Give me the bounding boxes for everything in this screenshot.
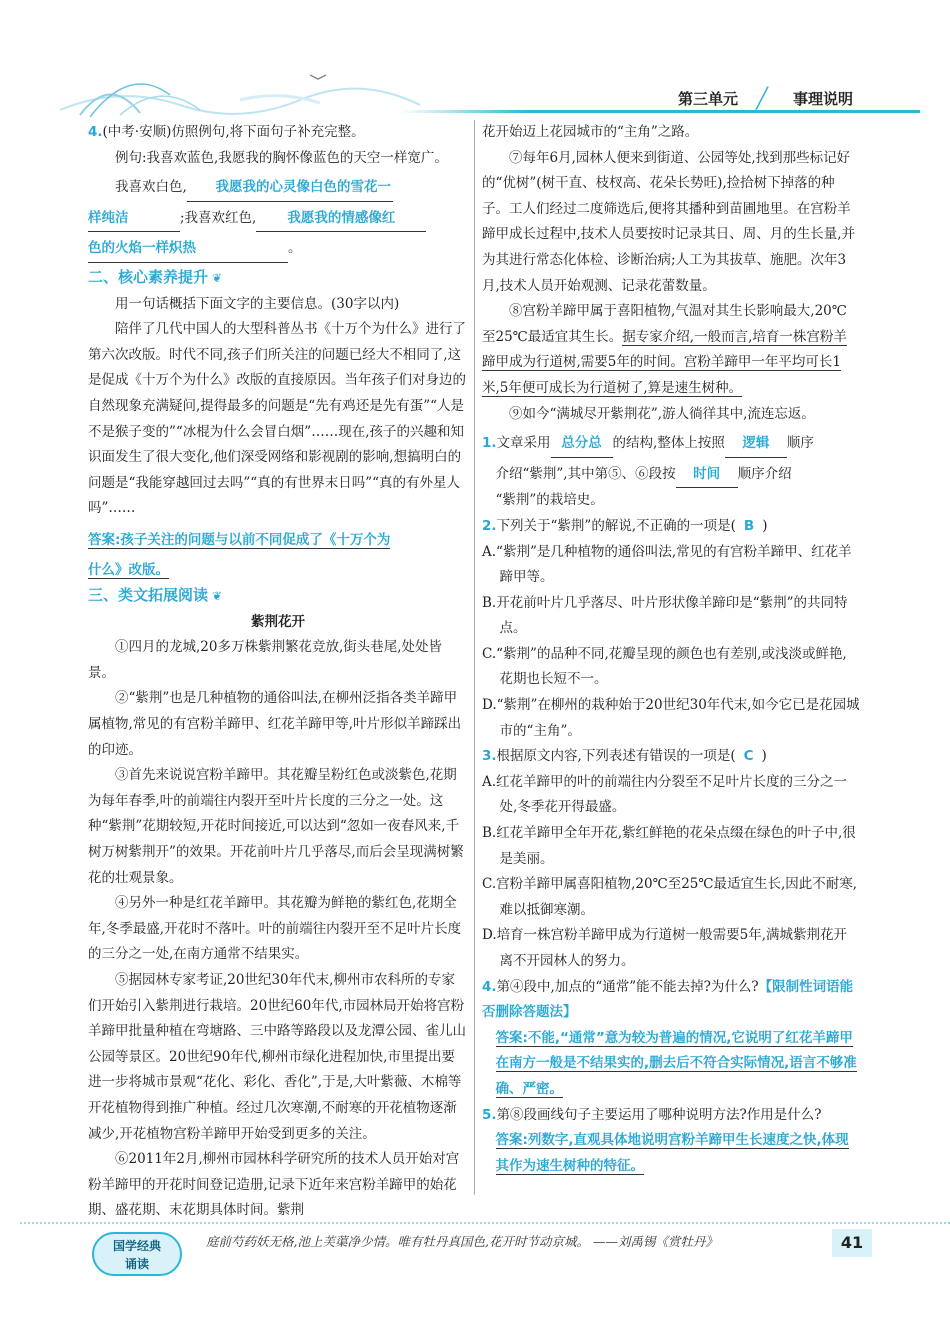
section2-prompt: 用一句话概括下面文字的主要信息。(30字以内)	[115, 295, 400, 312]
method-tag: 【限制性词语能否删除答题法】	[482, 978, 854, 1021]
article-title: 紫荆花开	[251, 613, 305, 630]
paragraph-2: ②“紫荆”也是几种植物的通俗叫法,在柳州泛指各类羊蹄甲属植物,常见的有宫粉羊蹄甲、红花羊蹄甲等,叶片形似羊蹄踩出的印迹。	[88, 690, 462, 758]
rq3-option-b: B.红花羊蹄甲全年开花,紫红鲜艳的花朵点缀在绿色的叶子中,很是美丽。	[482, 825, 856, 867]
q4-stem: 4.(中考·安顺)仿照例句,将下面句子补充完整。	[88, 124, 365, 140]
footer-line	[20, 1222, 950, 1224]
paragraph-8: ⑧宫粉羊蹄甲属于喜阳植物,气温对其生长影响最大,20℃至25℃最适宜其生长。据专家介绍,一般而言,培育一株宫粉羊蹄甲成为行道树,需要5年的时间。宫粉羊蹄甲一年平均可长1米,5年便可成长为行道树了,算是速生树种。	[482, 303, 847, 396]
q4-line3: 色的火焰一样炽热 。	[88, 236, 468, 263]
right-column	[482, 120, 860, 1179]
q4-line2: 样纯洁 ;我喜欢红色, 我愿我的情感像红	[88, 206, 468, 233]
section2-answer-2: 什么》改版。	[88, 561, 169, 578]
q4-example: 例句:我喜欢蓝色,我愿我的胸怀像蓝色的天空一样宽广。	[115, 149, 448, 166]
rq2-option-d: D.“紫荆”在柳州的栽种始于20世纪30年代末,如今它已是花园城市的“主角”。	[482, 697, 860, 739]
rq1-line1: 1.文章采用 总分总 的结构,整体上按照 逻辑 顺序	[482, 431, 860, 458]
rq2-option-a: A.“紫荆”是几种植物的通俗叫法,常见的有宫粉羊蹄甲、红花羊蹄甲等。	[482, 543, 852, 586]
rq2-option-c: C.“紫荆”的品种不同,花瓣呈现的颜色也有差别,或浅淡或鲜艳,花期也长短不一。	[482, 645, 847, 688]
rq4-answer: 答案:不能,“通常”意为较为普遍的情况,它说明了红花羊蹄甲在南方一般是不结果实的,删去后不符合实际情况,语言不够准确、严密。	[495, 1029, 857, 1097]
section2-title: 二、核心素养提升 ❦	[88, 267, 223, 286]
page-number: 41	[832, 1229, 872, 1257]
paragraph-9: ⑨如今“满城尽开紫荆花”,游人徜徉其中,流连忘返。	[509, 405, 815, 422]
paragraph-8-underlined: 据专家介绍,一般而言,培育一株宫粉羊蹄甲成为行道树,需要5年的时间。宫粉羊蹄甲一年平均可长1米,5年便可成长为行道树了,算是速生树种。	[482, 328, 847, 396]
header-decoration-image	[60, 55, 420, 125]
paragraph-1: ①四月的龙城,20多万株紫荆繁花竞放,街头巷尾,处处皆景。	[88, 639, 443, 681]
paragraph-6-continued: 花开始迈上花园城市的“主角”之路。	[482, 124, 699, 140]
rq3-option-d: D.培育一株宫粉羊蹄甲成为行道树一般需要5年,满城紫荆花开离不开园林人的努力。	[482, 927, 848, 969]
paragraph-6: ⑥2011年2月,柳州市园林科学研究所的技术人员开始对宫粉羊蹄甲的开花时间登记造册,记录下近年来宫粉羊蹄甲的始花期、盛花期、末花期具体时间。紫荆	[88, 1151, 460, 1219]
paragraph-7: ⑦每年6月,园林人便来到街道、公园等处,找到那些标记好的“优树”(树干直、枝杈高、花朵长势旺),捡拾树下掉落的种子。工人们经过二度筛选后,便将其播种到苗圃地里。在宫粉羊蹄甲成长过程中,技术人员要按时记录其日、周、月的生长量,并为其进行常态化体检、诊断治病;人工为其拔草、施肥。次年3月,技术人员开始观测、记录花蕾数量。	[482, 149, 856, 294]
rq5-answer: 答案:列数字,直观具体地说明宫粉羊蹄甲生长速度之快,体现其作为速生树种的特征。	[495, 1132, 849, 1174]
footer-badge: 国学经典 诵读	[92, 1232, 182, 1276]
unit-label: 第三单元	[678, 90, 739, 108]
rq5-stem: 5.第⑧段画线句子主要运用了哪种说明方法?作用是什么?	[482, 1106, 822, 1123]
q4-line1: 我喜欢白色, 我愿我的心灵像白色的雪花一	[88, 175, 468, 202]
column-divider	[474, 120, 475, 1195]
header-bar	[400, 110, 920, 113]
left-column	[88, 120, 468, 1224]
paragraph-3: ③首先来说说宫粉羊蹄甲。其花瓣呈粉红色或淡紫色,花期为每年春季,叶的前端往内裂开至叶片长度的三分之一处。这种“紫荆”花期较短,开花时间接近,可以达到“忽如一夜春风来,千树万树紫荆开”的效果。开花前叶片几乎落尽,而后会呈现满树繁花的壮观景象。	[88, 767, 464, 886]
section2-passage: 陪伴了几代中国人的大型科普丛书《十万个为什么》进行了第六次改版。时代不同,孩子们所关注的问题已经大不相同了,这是促成《十万个为什么》改版的直接原因。当年孩子们对身边的自然现象充满疑问,提得最多的问题是“先有鸡还是先有蛋”“人是不是猴子变的”“冰棍为什么会冒白烟”……现在,孩子的兴趣和知识面发生了很大变化,他们深受网络和影视剧的影响,想搞明白的问题是“我能穿越回过去吗”“真的有世界末日吗”“真的有外星人吗”……	[88, 321, 466, 517]
leaf-icon: ❦	[212, 589, 223, 604]
rq1-line2: 介绍“紫荆”,其中第⑤、⑥段按 时间 顺序介绍	[482, 462, 860, 489]
rq1-line3: “紫荆”的栽培史。	[495, 492, 604, 509]
rq3-option-a: A.红花羊蹄甲的叶的前端往内分裂至不足叶片长度的三分之一处,冬季花开得最盛。	[482, 773, 848, 816]
header-slash-icon: ╱	[756, 86, 769, 110]
rq3-stem: 3.根据原文内容,下列表述有错误的一项是( C )	[482, 748, 767, 765]
leaf-icon: ❦	[212, 270, 223, 285]
section3-title: 三、类文拓展阅读 ❦	[88, 586, 223, 605]
section2-answer-1: 答案:孩子关注的问题与以前不同促成了《十万个为	[88, 531, 391, 548]
rq2-option-b: B.开花前叶片几乎落尽、叶片形状像羊蹄印是“紫荆”的共同特点。	[482, 594, 848, 637]
rq4-stem: 4.第④段中,加点的“通常”能不能去掉?为什么?【限制性词语能否删除答题法】	[482, 978, 854, 1021]
rq3-option-c: C.宫粉羊蹄甲属喜阳植物,20℃至25℃最适宜生长,因此不耐寒,难以抵御寒潮。	[482, 876, 858, 918]
paragraph-5: ⑤据园林专家考证,20世纪30年代末,柳州市农科所的专家们开始引入紫荆进行栽培。20世纪60年代,市园林局开始将宫粉羊蹄甲批量种植在弯塘路、三中路等路段以及龙潭公园、雀儿山公园等景区。20世纪90年代,柳州市绿化进程加快,市里提出要进一步将城市景观“花化、彩化、香化”,于是,大叶紫薇、木棉等开花植物得到推广种植。经过几次寒潮,不耐寒的开花植物逐渐减少,开花植物宫粉羊蹄甲开始受到更多的关注。	[88, 972, 466, 1142]
paragraph-4: ④另外一种是红花羊蹄甲。其花瓣为鲜艳的紫红色,花期全年,冬季最盛,开花时不落叶。叶的前端往内裂开至不足叶片长度的三分之一处,在南方通常不结果实。	[88, 895, 462, 963]
category-label: 事理说明	[793, 90, 854, 108]
rq2-stem: 2.下列关于“紫荆”的解说,不正确的一项是( B )	[482, 517, 768, 534]
footer-quote: 庭前芍药妖无格,池上芙蕖净少情。唯有牡丹真国色,花开时节动京城。 ——刘禹锡《赏牡丹》	[206, 1234, 718, 1249]
